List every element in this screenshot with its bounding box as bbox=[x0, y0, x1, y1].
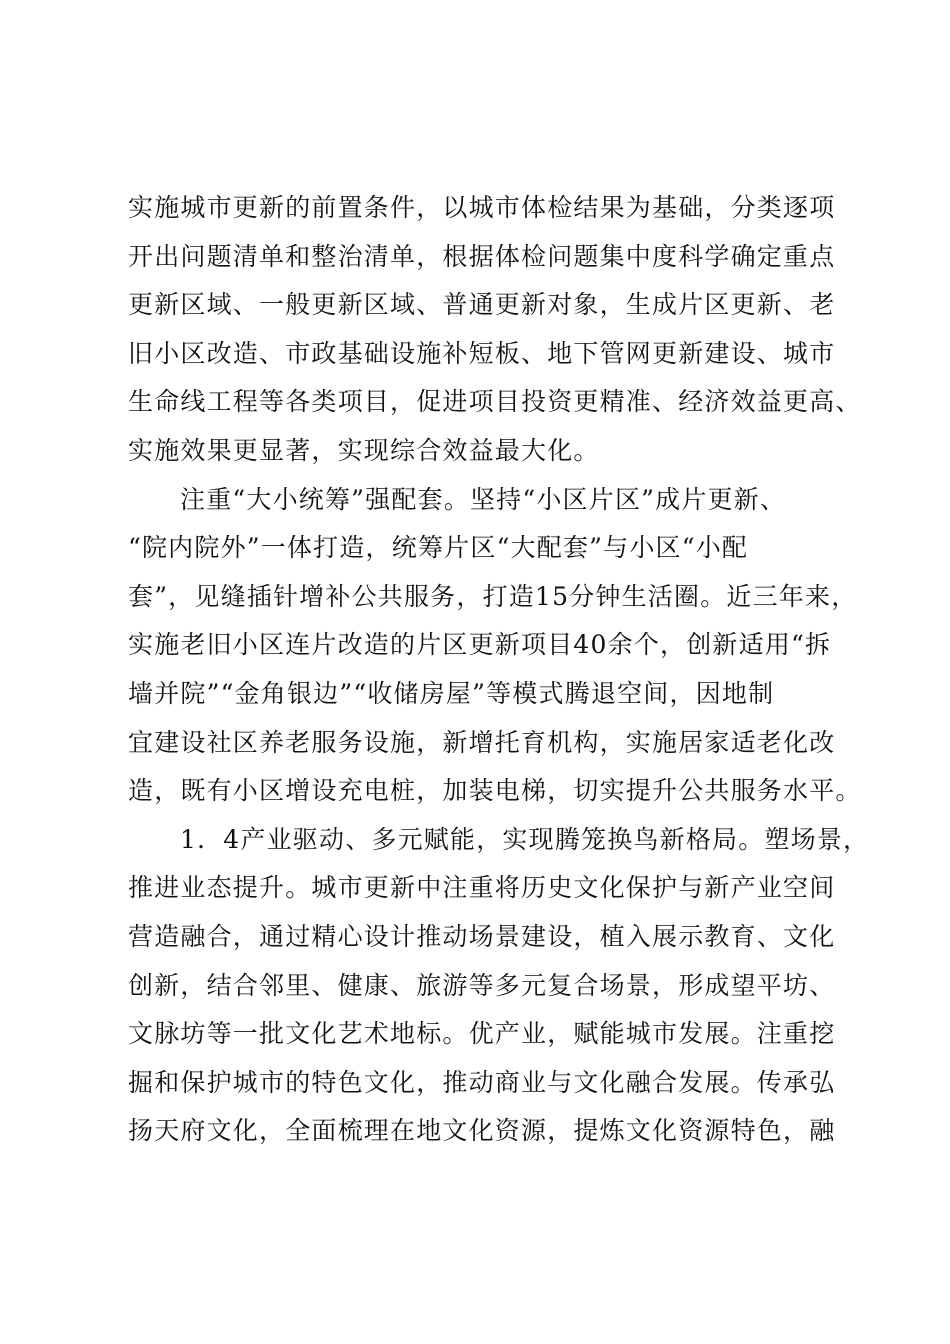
text-line: 实施老旧小区连片改造的片区更新项目40余个，创新适用“拆 bbox=[128, 630, 832, 660]
text-line: “院内院外”一体打造，统筹片区“大配套”与小区“小配 bbox=[128, 533, 749, 563]
text-line: 推进业态提升。城市更新中注重将历史文化保护与新产业空间 bbox=[128, 873, 836, 903]
document-body bbox=[128, 184, 870, 1156]
text-line: 造，既有小区增设充电桩，加装电梯，切实提升公共服务水平。 bbox=[128, 776, 862, 806]
text-line: 营造融合，通过精心设计推动场景建设，植入展示教育、文化 bbox=[128, 921, 836, 951]
text-line: 实施效果更显著，实现综合效益最大化。 bbox=[128, 435, 600, 465]
paragraph-industry-driven bbox=[128, 816, 870, 1156]
text-line: 扬天府文化，全面梳理在地文化资源，提炼文化资源特色，融 bbox=[128, 1116, 836, 1146]
text-line: 墙并院”“金角银边”“收储房屋”等模式腾退空间，因地制 bbox=[128, 678, 775, 708]
text-line: 更新区域、一般更新区域、普通更新对象，生成片区更新、老 bbox=[128, 290, 836, 320]
paragraph-continuation bbox=[128, 184, 862, 476]
text-line: 宜建设社区养老服务设施，新增托育机构，实施居家适老化改 bbox=[128, 727, 836, 757]
text-line: 生命线工程等各类项目，促进项目投资更精准、经济效益更高、 bbox=[128, 387, 862, 417]
text-line: 旧小区改造、市政基础设施补短板、地下管网更新建设、城市 bbox=[128, 338, 836, 368]
text-line: 1．4产业驱动、多元赋能，实现腾笼换鸟新格局。塑场景， bbox=[180, 824, 870, 854]
text-line: 文脉坊等一批文化艺术地标。优产业，赋能城市发展。注重挖 bbox=[128, 1019, 836, 1049]
paragraph-supporting-facilities bbox=[128, 476, 862, 816]
text-line: 创新，结合邻里、健康、旅游等多元复合场景，形成望平坊、 bbox=[128, 970, 836, 1000]
text-line: 掘和保护城市的特色文化，推动商业与文化融合发展。传承弘 bbox=[128, 1067, 836, 1097]
text-line: 套”，见缝插针增补公共服务，打造15分钟生活圈。近三年来， bbox=[128, 581, 858, 611]
text-line: 注重“大小统筹”强配套。坚持“小区片区”成片更新、 bbox=[180, 484, 787, 514]
text-line: 开出问题清单和整治清单，根据体检问题集中度科学确定重点 bbox=[128, 241, 836, 271]
text-line: 实施城市更新的前置条件，以城市体检结果为基础，分类逐项 bbox=[128, 193, 836, 222]
